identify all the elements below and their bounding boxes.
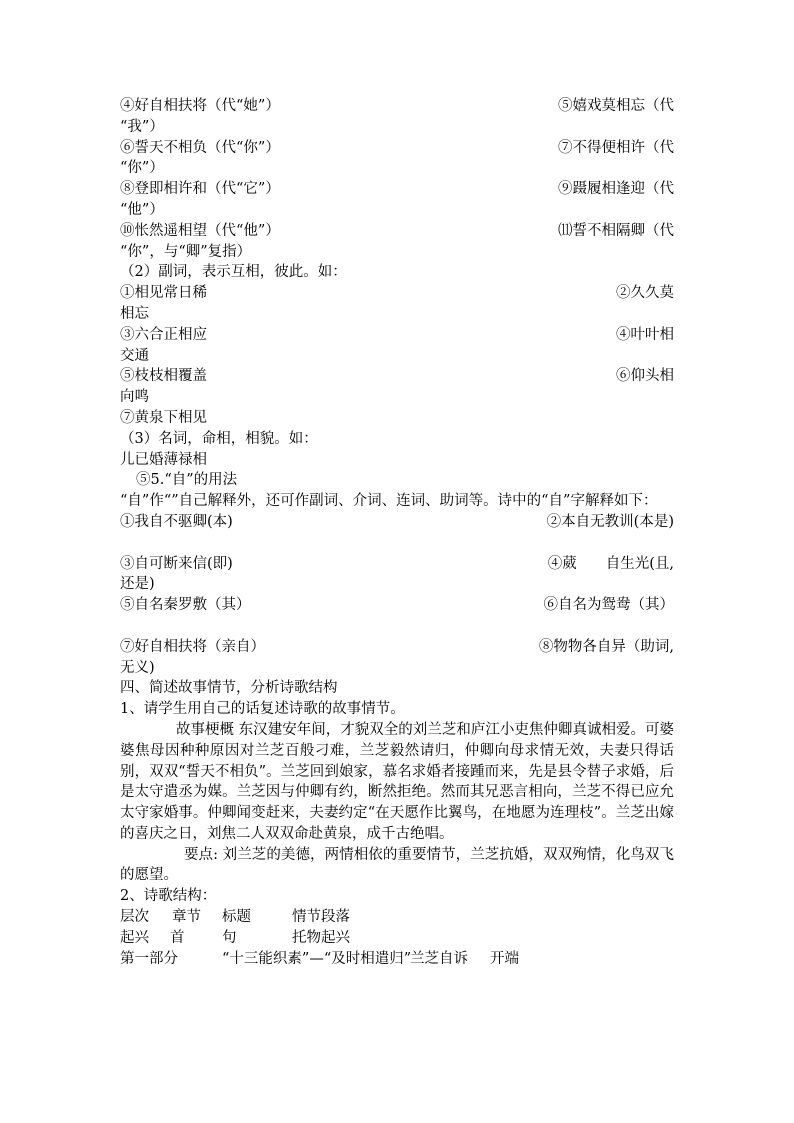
doc-line: [120, 221, 674, 242]
doc-line: [120, 179, 674, 200]
section-heading: 四、简述故事情节，分析诗歌结构: [120, 680, 338, 697]
story-paragraph: 故事梗概 东汉建安年间，才貌双全的刘兰芝和庐江小吏焦仲卿真诚相爱。可婆婆焦母因种种原因对兰芝百般刁难，兰芝毅然请归，仲卿向母求情无效，夫妻只得话别，双双“誓天不相负”。兰芝回到娘家，慕名求婚者接踵而来，先是县令替子求婚，后是太守遣丞为媒。兰芝因与仲卿有约，断然拒绝。然而其兄恶言相向，兰芝不得已应允太守家婚事。仲卿闻变赶来，夫妻约定“在天愿作比翼鸟，在地愿为连理枝”。兰芝出嫁的喜庆之日，刘焦二人双双命赴黄泉，成千古绝唱。: [120, 721, 674, 842]
line-left: ⑤自名秦罗敷（其）: [120, 597, 251, 614]
structure-cell: “十三能织素”—“及时相遣归”: [222, 950, 412, 967]
doc-line: [120, 595, 674, 616]
line-left: ①相见常日稀: [120, 285, 207, 302]
header-cell: 层次: [120, 909, 149, 926]
blank-line: [120, 616, 674, 637]
doc-line: “你”，与“卿”复指）: [120, 243, 252, 260]
blank-line: [120, 533, 674, 554]
structure-cell: 起兴: [120, 929, 149, 946]
structure-cell: 兰芝自诉: [410, 950, 468, 967]
doc-line: 还是): [120, 576, 155, 593]
line-right: ⑦不得便相许（代: [558, 139, 674, 156]
question-1: 1、请学生用自己的话复述诗歌的故事情节。: [120, 701, 405, 718]
structure-cell: 托物起兴: [292, 929, 350, 946]
structure-cell: 第一部分: [120, 950, 178, 967]
doc-line: [120, 96, 674, 117]
subheading-zi-usage: ⑤5.“自”的用法: [136, 472, 238, 489]
line-left: ④好自相扶将（代“她”）: [120, 98, 280, 114]
line-right: ⑾誓不相隔卿（代: [558, 222, 674, 239]
line-left: ⑦好自相扶将（亲自）: [120, 638, 265, 655]
header-cell: 情节段落: [292, 909, 350, 926]
doc-line: [120, 138, 674, 159]
doc-line: “你”）: [120, 160, 164, 177]
document-page: [120, 96, 674, 969]
structure-header-row: [120, 907, 674, 928]
zi-intro-paragraph: “自”作“”自己解释外，还可作副词、介词、连词、助词等。诗中的“自”字解释如下：: [120, 493, 658, 510]
line-left: ①我自不驱卿(本): [120, 513, 233, 530]
doc-line: 儿已婚薄禄相: [120, 451, 207, 468]
line-right: ⑤嬉戏莫相忘（代: [558, 98, 674, 114]
structure-row: [120, 928, 674, 949]
line-right: ⑥仰头相: [616, 368, 674, 385]
line-left: ③自可断来信(即): [120, 555, 233, 572]
doc-line: ⑦黄泉下相见: [120, 409, 207, 426]
doc-line: [120, 283, 674, 304]
line-right: ⑨蹑履相逢迎（代: [558, 181, 674, 198]
doc-line: 无义): [120, 659, 155, 676]
line-right: ②久久莫: [616, 285, 674, 302]
subheading-adverb: （2）副词，表示互相，彼此。如：: [120, 264, 347, 281]
doc-line: “我”）: [120, 118, 164, 135]
line-right: ②本自无教训(本是): [546, 513, 674, 530]
key-points-paragraph: 要点: 刘兰芝的美德，两情相依的重要情节，兰芝抗婚，双双殉情，化鸟双飞的愿望。: [120, 846, 674, 884]
doc-line: 向鸣: [120, 389, 149, 406]
line-right: ⑧物物各自异（助词,: [538, 638, 674, 655]
question-2: 2、诗歌结构：: [120, 888, 217, 905]
structure-cell: 首: [170, 929, 185, 946]
header-cell: 标题: [222, 909, 251, 926]
doc-line: [120, 554, 674, 575]
line-right: ⑥自名为鸳鸯（其）: [543, 597, 674, 614]
line-left: ⑧登即相许和（代“它”）: [120, 181, 280, 198]
doc-line: [120, 637, 674, 658]
doc-line: [120, 366, 674, 387]
doc-line: [120, 325, 674, 346]
header-cell: 章节: [172, 909, 201, 926]
line-left: ⑤枝枝相覆盖: [120, 368, 207, 385]
doc-line: 相忘: [120, 305, 149, 322]
line-left: ③六合正相应: [120, 326, 207, 343]
doc-line: [120, 512, 674, 533]
line-left: ⑥誓天不相负（代“你”）: [120, 139, 280, 156]
structure-row: [120, 949, 674, 970]
line-right: ④叶叶相: [616, 326, 674, 343]
structure-cell: 句: [222, 929, 237, 946]
line-left: ⑩怅然遥相望（代“他”）: [120, 222, 280, 239]
structure-cell: 开端: [490, 950, 519, 967]
doc-line: 交通: [120, 347, 149, 364]
line-right: ④葳 自生光(且,: [547, 555, 674, 572]
doc-line: “他”）: [120, 201, 164, 218]
subheading-noun: （3）名词，命相，相貌。如：: [120, 430, 318, 447]
